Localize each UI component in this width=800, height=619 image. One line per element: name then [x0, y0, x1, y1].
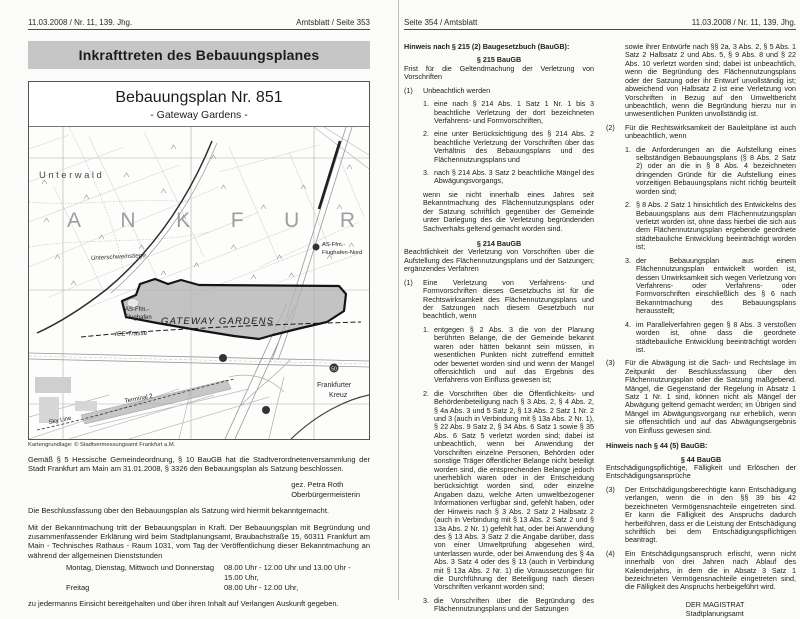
legal-paragraph	[606, 359, 796, 435]
announcement-paragraph: Die Beschlussfassung über den Bebauungsplan als Satzung wird hiermit bekanntgemacht.	[28, 506, 330, 516]
terminal-building-3	[75, 401, 97, 411]
gazette-page-right	[404, 18, 796, 619]
ice-track-label: ICE-Trasse	[114, 329, 148, 338]
junction-north-label-2: Flughafen-Nord	[322, 250, 363, 256]
legal-paragraph	[404, 279, 594, 321]
opening-days: Freitag	[66, 582, 90, 592]
continuation-paragraph: sowie ihrer Entwürfe nach §§ 2a, 3 Abs. 2, § 5 Abs. 1 Satz 2 Halbsatz 2 und Abs. 5, § 9 Abs. 8 und § 22 Abs. 10 verletzt worden sind; dabei ist unbeachtlich, wenn die Begründung des Flächennutzungsplans oder der Satzung oder ihr Entwurf unvollständig ist; abweichend von Halbsatz 2 ist eine Verletzung von Vorschriften in Bezug auf den Umweltbericht unbeachtlich, wenn die Begründung hierzu nur in unwesentlichen Punkten unvollständig ist.	[625, 42, 796, 119]
legal-text-columns	[404, 43, 796, 619]
legal-column-2	[606, 43, 796, 619]
issuer-department: Stadtplanungsamt	[685, 609, 744, 619]
paragraph-number: (4)	[606, 548, 615, 558]
item-marker: 1.	[423, 99, 429, 109]
paragraph-text: Eine Verletzung von Verfahrens- und Formvorschriften dieses Gesetzbuchs ist für die Rechtswirksamkeit des Flächennutzungsplans und der Satzungen nach diesem Gesetzbuch nur beachtlich, wenn	[423, 277, 594, 321]
issuer-signature-block	[686, 600, 745, 619]
item-text: die Vorschriften über die Begründung des Flächennutzungsplans und der Satzungen	[434, 595, 594, 614]
item-text: § 8 Abs. 2 Satz 1 hinsichtlich des Entwickelns des Bebauungsplans aus dem Flächennutzungsplan verletzt worden ist, ohne dass hierbei die sich aus dem Flächennutzungsplan ergebende geordnete städtebauliche Entwicklung beeinträchtigt worden ist;	[636, 200, 796, 252]
item-text: entgegen § 2 Abs. 3 die von der Planung berührten Belange, die der Gemeinde bekannt waren oder hätten bekannt sein müssen, in wesentlichen Punkten nicht zutreffend ermittelt oder bewertet worden sind und wenn der Mangel offensichtlich und auf das Ergebnis des Verfahrens von Einfluss gewesen ist;	[434, 324, 594, 385]
list-item	[423, 597, 594, 614]
gazette-page-left	[28, 18, 370, 609]
list-item	[625, 257, 796, 316]
city-name-letters: A N K F U R	[67, 209, 355, 232]
paragraph-number: (2)	[606, 122, 615, 132]
legal-paragraph: wenn sie nicht innerhalb eines Jahres seit Bekanntmachung des Flächennutzungsplans oder der Satzung schriftlich gegenüber der Gemeinde unter Darlegung des die Verletzung begründenden Sachverhalts geltend gemacht worden sind.	[423, 189, 594, 233]
opening-hours-row	[66, 583, 370, 593]
item-marker: 2.	[625, 200, 631, 210]
item-text: nach § 214 Abs. 3 Satz 2 beachtliche Mängel des Abwägungsvorgangs,	[434, 168, 594, 186]
legal-paragraph	[606, 486, 796, 545]
page-fold-divider	[398, 0, 399, 600]
signature-name: gez. Petra Roth	[291, 479, 344, 489]
junction-label-1: AS-Ffm.-	[125, 307, 149, 313]
notice-heading-44: Hinweis nach § 44 (5) BauGB:	[606, 441, 708, 451]
list-item	[625, 146, 796, 197]
resolution-paragraph: Gemäß § 5 Hessische Gemeindeordnung, § 10 BauGB hat die Stadtverordnetenversammlung der Stadt Frankfurt am Main am 31.01.2008, § 3326 den Bebauungsplan als Satzung beschlossen.	[28, 455, 370, 474]
kreuz-label-2: Kreuz	[329, 392, 348, 399]
terminal-label: Terminal 2	[124, 392, 154, 405]
issue-date: 11.03.2008 / Nr. 11, 139. Jhg.	[28, 18, 133, 27]
opening-days: Montag, Dienstag, Mittwoch und Donnerstag	[66, 563, 214, 573]
issuer-name: DER MAGISTRAT	[685, 599, 745, 609]
law-subtitle-215: Frist für die Geltendmachung der Verletzung von Vorschriften	[404, 63, 594, 82]
paragraph-number: (1)	[404, 277, 413, 287]
legal-paragraph	[606, 550, 796, 592]
paragraph-number: (3)	[606, 358, 615, 368]
street-label: Unterschweinstiege	[90, 252, 146, 262]
paragraph-number: (1)	[404, 85, 413, 95]
plan-location-map	[29, 126, 369, 439]
signature-role: Oberbürgermeisterin	[291, 489, 360, 499]
inspection-paragraph: zu jedermanns Einsicht bereitgehalten und über ihren Inhalt auf Verlangen Auskunft gegeben.	[28, 599, 339, 609]
law-heading-44: § 44 BauGB	[680, 454, 722, 464]
item-marker: 3.	[625, 255, 631, 265]
law-heading-214: § 214 BauGB	[476, 239, 522, 249]
plan-area-label: GATEWAY GARDENS	[161, 316, 273, 327]
item-marker: 1.	[625, 144, 631, 154]
opening-times: 08.00 Uhr - 12.00 Uhr und 13.00 Uhr - 15.00 Uhr,	[224, 563, 351, 582]
numbered-list	[423, 326, 594, 614]
item-text: eine unter Berücksichtigung des § 214 Abs. 2 beachtliche Verletzung der Vorschriften über das Verhältnis des Bebauungsplans und des Flächennutzungsplans und	[434, 129, 594, 164]
skyline-label: Sky Line	[48, 415, 72, 426]
plan-map-box	[28, 81, 370, 440]
law-subtitle-214: Beachtlichkeit der Verletzung von Vorschriften über die Aufstellung des Flächennutzungsplans und der Satzungen; ergänzendes Verfahren	[404, 247, 594, 274]
paragraph-number: (3)	[606, 484, 615, 494]
legal-paragraph	[606, 124, 796, 141]
item-text: im Parallelverfahren gegen § 8 Abs. 3 verstoßen worden ist, ohne dass die geordnete städtebauliche Entwicklung beeinträchtigt worden ist.	[636, 319, 796, 354]
law-subtitle-44: Entschädigungspflichtige, Fälligkeit und Erlöschen der Entschädigungsansprüche	[606, 462, 796, 481]
page-header-right	[404, 18, 796, 30]
item-text: die Vorschriften über die Öffentlichkeits- und Behördenbeteiligung nach § 3 Abs. 2, § 4 Abs. 2, § 4a Abs. 3 und 5 Satz 2, § 13 Abs. 2 Satz 1 Nr. 2 und 3 (auch in Verbindung mit § 13a Abs. 2 Nr. 1), § 22 Abs. 9 Satz 2, § 34 Abs. 6 Satz 1 sowie § 35 Abs. 6 Satz 5 verletzt worden sind; dabei ist unbeachtlich, wenn bei Anwendung der Vorschriften einzelne Personen, Behörden oder sonstige Träger öffentlicher Belange nicht beteiligt worden sind, die entsprechenden Belange jedoch unerheblich waren oder in der Entscheidung berücksichtigt worden sind, oder einzelne Angaben dazu, welche Arten umweltbezogener Informationen verfügbar sind, gefehlt haben, oder der Hinweis nach § 3 Abs. 2 Satz 2 Halbsatz 2 (auch in Verbindung mit § 13 Abs. 2 Satz 2 und § 13a Abs. 2 Nr. 1) gefehlt hat, oder bei Anwendung des § 13 Abs. 3 Satz 2 die Angabe darüber, dass von einer Umweltprüfung abgesehen wird, unterlassen wurde, oder bei Anwendung des § 4a Abs. 3 Satz 4 oder des § 13 (auch in Verbindung mit § 13a Abs. 2 Nr. 1) die Voraussetzungen für die Durchführung der Beteiligung nach diesen Vorschriften verkannt worden sind;	[434, 388, 594, 592]
notice-heading-215: Hinweis nach § 215 (2) Baugesetzbuch (BauGB):	[404, 42, 570, 51]
item-marker: 3.	[423, 168, 429, 178]
numbered-list	[423, 100, 594, 233]
item-marker: 1.	[423, 324, 429, 334]
list-item	[423, 169, 594, 186]
legal-paragraph	[404, 87, 594, 95]
opening-hours-table	[66, 563, 370, 592]
law-heading-215: § 215 BauGB	[476, 55, 522, 65]
paragraph-text: Unbeachtlich werden	[423, 85, 491, 95]
forest-label: Unterwald	[39, 170, 105, 181]
item-text: der Bebauungsplan aus einem Flächennutzungsplan entwickelt worden ist, dessen Unwirksamkeit sich wegen Verletzung von Verfahrens- oder Verfahrens- oder Formvorschriften einschließlich des § 6 nach Bekanntmachung des Bebauungsplans herausstellt;	[636, 255, 796, 316]
announcement-title: Inkrafttreten des Bebauungsplanes	[28, 41, 370, 69]
junction-label-2: Flughafen	[125, 315, 152, 321]
road-badge-east-number: 50	[331, 366, 337, 373]
legal-column-1	[404, 43, 594, 619]
list-item	[423, 130, 594, 164]
plan-number-title: Bebauungsplan Nr. 851	[115, 89, 283, 106]
list-item	[625, 201, 796, 252]
map-source-caption: Kartengrundlage: © Stadtvermessungsamt Frankfurt a.M.	[28, 442, 176, 448]
item-marker: 4.	[625, 319, 631, 329]
plan-name-subtitle: - Gateway Gardens -	[150, 109, 248, 121]
page-number: Amtsblatt / Seite 353	[296, 18, 370, 27]
item-text: eine nach § 214 Abs. 1 Satz 1 Nr. 1 bis 3 beachtliche Verletzung der dort bezeichneten Verfahrens- und Formvorschriften,	[434, 99, 594, 125]
road-badge-south	[262, 406, 270, 414]
terminal-building-1	[35, 377, 71, 393]
kreuz-label-1: Frankfurter	[317, 382, 352, 389]
paragraph-text: Ein Entschädigungsanspruch erlischt, wenn nicht innerhalb von drei Jahren nach Ablauf des Kalenderjahrs, in dem die in Absatz 3 Satz 1 bezeichneten Vermögensnachteile eingetreten sind, die Fälligkeit des Anspruchs herbeigeführt wird.	[625, 548, 796, 592]
paragraph-text: Der Entschädigungsberechtigte kann Entschädigung verlangen, wenn die in den §§ 39 bis 42 bezeichneten Vermögensnachteile eingetreten sind. Er kann die Fälligkeit des Anspruchs dadurch herbeiführen, dass er die Leistung der Entschädigung schriftlich bei dem Entschädigungspflichtigen beantragt.	[625, 484, 796, 545]
road-badge-west	[219, 354, 227, 362]
item-marker: 3.	[423, 595, 429, 605]
opening-times: 08.00 Uhr - 12.00 Uhr,	[224, 582, 299, 592]
item-marker: 2.	[423, 388, 429, 398]
issue-date: 11.03.2008 / Nr. 11, 139. Jhg.	[691, 18, 796, 27]
junction-north-badge	[313, 244, 320, 251]
paragraph-text: Für die Rechtswirksamkeit der Bauleitpläne ist auch unbeachtlich, wenn	[625, 122, 796, 141]
opening-hours-row	[66, 563, 370, 583]
list-item	[625, 321, 796, 355]
list-item	[423, 100, 594, 125]
signature-block	[291, 480, 360, 500]
effect-paragraph: Mit der Bekanntmachung tritt der Bebauungsplan in Kraft. Der Bebauungsplan mit Begründung und zusammenfassender Erklärung wird beim Stadtplanungsamt, Braubachstraße 15, 60311 Frankfurt am Main - Technisches Rathaus - Raum 1031, vom Tag der Veröffentlichung dieser Bekanntmachung an während der allgemeinen Dienststunden	[28, 522, 370, 560]
list-item	[423, 390, 594, 592]
item-text: die Anforderungen an die Aufstellung eines selbständigen Bebauungsplans (§ 8 Abs. 2 Satz 2) oder an die in § 8 Abs. 4 bezeichneten dringenden Gründe für die Aufstellung eines vorzeitigen Bebauungsplans nicht richtig beurteilt worden sind;	[636, 144, 796, 196]
junction-north-label-1: AS-Ffm.-	[322, 242, 346, 248]
paragraph-text: Für die Abwägung ist die Sach- und Rechtslage im Zeitpunkt der Beschlussfassung über den Flächennutzungsplan oder die Satzung maßgebend. Mängel, die Gegenstand der Regelung in Absatz 1 Satz 1 Nr. 1 sind, können nicht als Mängel der Abwägung geltend gemacht werden; im Übrigen sind Mängel im Abwägungsvorgang nur erheblich, wenn sie offensichtlich und auf das Abwägungsergebnis von Einfluss gewesen sind.	[625, 358, 796, 435]
page-header-left	[28, 18, 370, 30]
list-item	[423, 326, 594, 385]
page-number: Seite 354 / Amtsblatt	[404, 18, 478, 27]
item-marker: 2.	[423, 129, 429, 139]
numbered-list	[625, 146, 796, 355]
